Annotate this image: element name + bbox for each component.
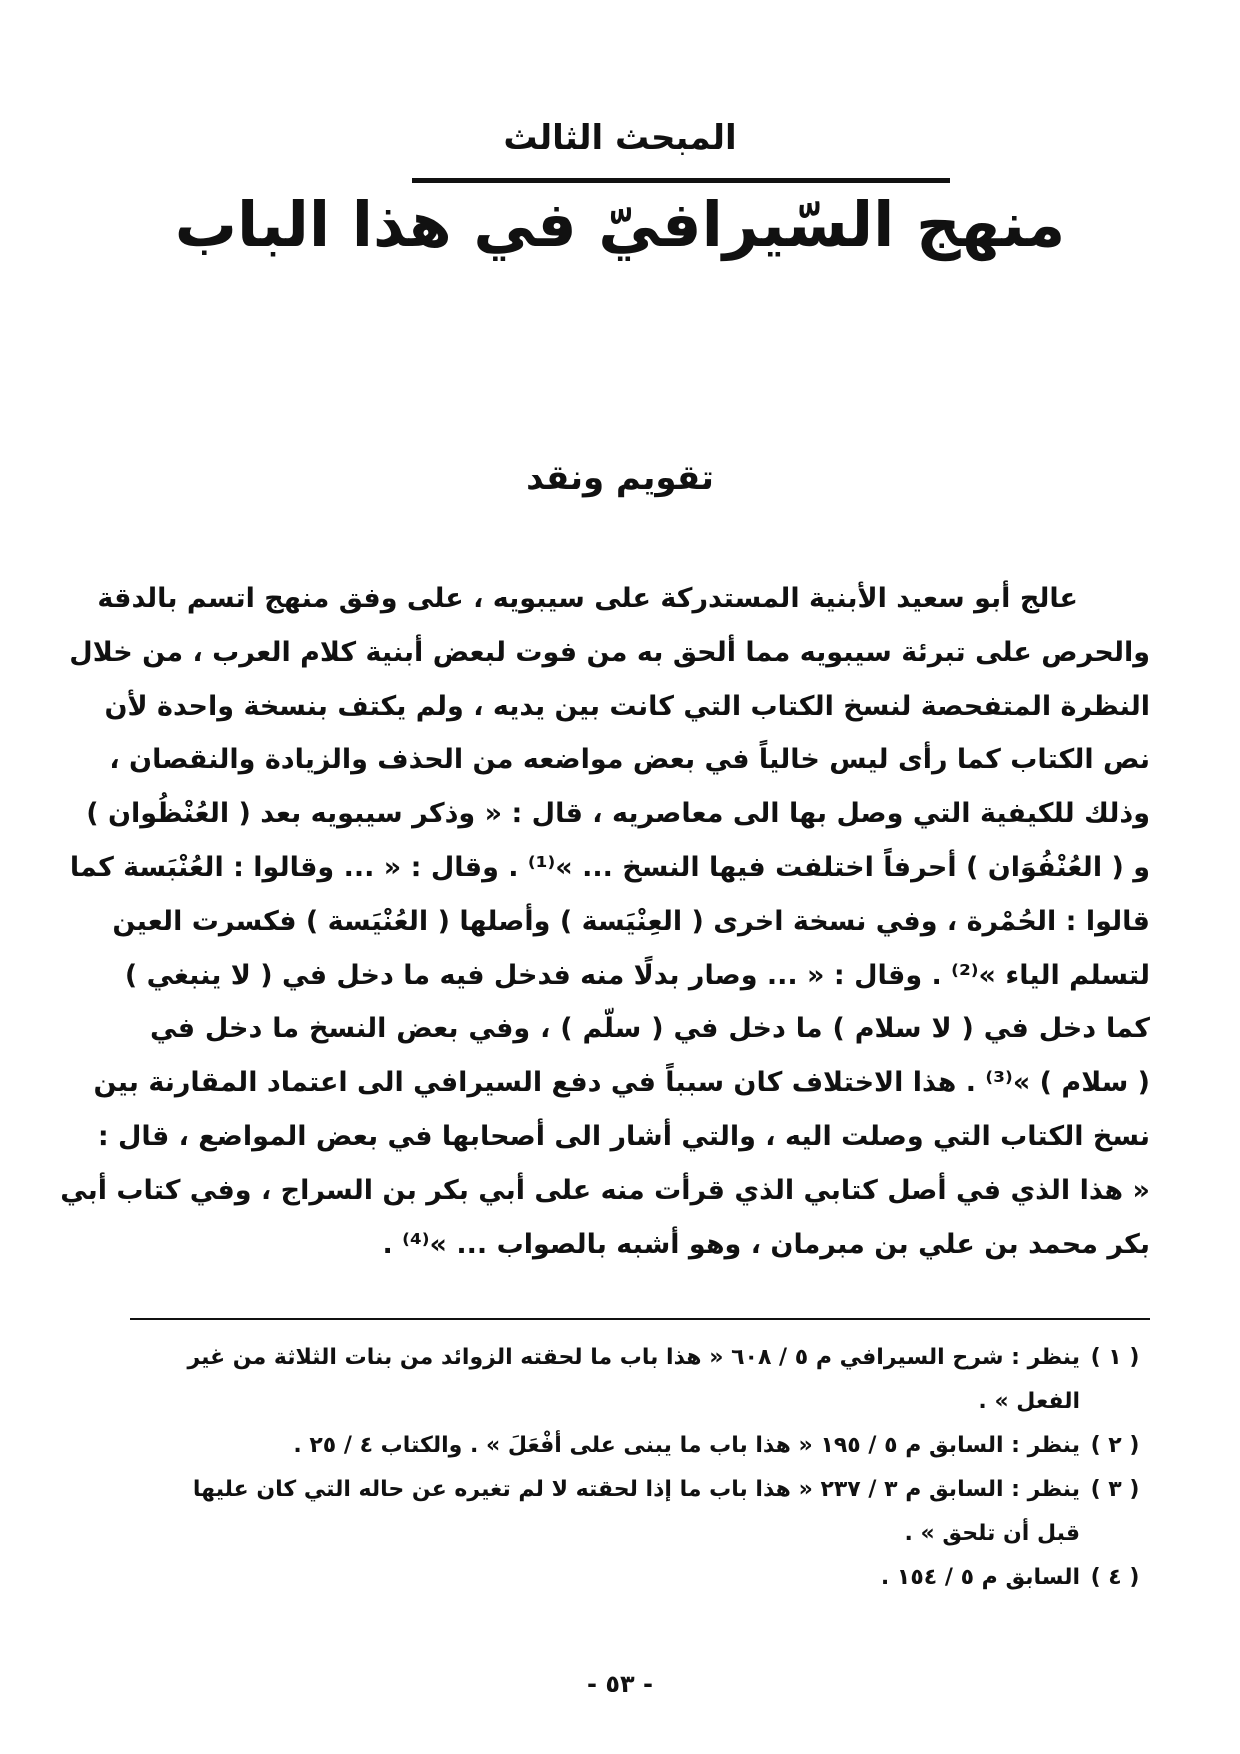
footnote-line: السابق م ٥ / ١٥٤ . <box>880 1565 1080 1590</box>
body-line: « هذا الذي في أصل كتابي الذي قرأت منه على أبي بكر بن السراج ، وفي كتاب أبي <box>60 1174 1150 1206</box>
footnote-text <box>130 1424 1080 1468</box>
body-line: وذلك للكيفية التي وصل بها الى معاصريه ، قال : « وذكر سيبويه بعد ( العُنْظُوان ) <box>86 798 1150 830</box>
footnote-item <box>130 1424 1150 1468</box>
body-line: النظرة المتفحصة لنسخ الكتاب التي كانت بين يديه ، ولم يكتف بنسخة واحدة لأن <box>104 690 1150 722</box>
body-line: لتسلم الياء »⁽²⁾ . وقال : « ... وصار بدلًا منه فدخل فيه ما دخل في ( لا ينبغي ) <box>124 959 1150 991</box>
footnote-line: قبل أن تلحق » . <box>904 1521 1080 1546</box>
footnote-item <box>130 1468 1150 1556</box>
chapter-title: منهج السّيرافيّ في هذا الباب <box>174 188 1066 261</box>
footnote-number: ( ٤ ) <box>1090 1565 1140 1590</box>
body-line: قالوا : الحُمْرة ، وفي نسخة اخرى ( العِنْيَسة ) وأصلها ( العُنْيَسة ) فكسرت العين <box>112 905 1150 937</box>
body-line: نص الكتاب كما رأى ليس خالياً في بعض مواضعه من الحذف والزيادة والنقصان ، <box>109 744 1150 776</box>
body-line: بكر محمد بن علي بن مبرمان ، وهو أشبه بالصواب ... »⁽⁴⁾ . <box>382 1228 1150 1260</box>
body-line: والحرص على تبرئة سيبويه مما ألحق به من فوت لبعض أبنية كلام العرب ، من خلال <box>69 636 1150 668</box>
footnote-text <box>130 1556 1080 1600</box>
body-line: عالج أبو سعيد الأبنية المستدركة على سيبويه ، على وفق منهج اتسم بالدقة <box>97 583 1078 614</box>
footnote-line: الفعل » . <box>978 1389 1080 1414</box>
footnote-item <box>130 1336 1150 1424</box>
footnote-line: ينظر : السابق م ٣ / ٢٣٧ « هذا باب ما إذا لحقته لا لم تغيره عن حاله التي كان عليها <box>192 1477 1080 1502</box>
footnote-number: ( ٢ ) <box>1090 1433 1140 1458</box>
footnote-separator <box>130 1318 1150 1320</box>
body-line: و ( العُنْفُوَان ) أحرفاً اختلفت فيها النسخ ... »⁽¹⁾ . وقال : « ... وقالوا : العُنْبَسة كما <box>69 851 1150 883</box>
footnote-number: ( ١ ) <box>1090 1345 1140 1370</box>
body-line: كما دخل في ( لا سلام ) ما دخل في ( سلّم ) ، وفي بعض النسخ ما دخل في <box>150 1013 1150 1045</box>
footnote-line: ينظر : السابق م ٥ / ١٩٥ « هذا باب ما يبنى على أفْعَلَ » . والكتاب ٤ / ٢٥ . <box>293 1433 1080 1458</box>
footnotes <box>130 1336 1150 1600</box>
body-line: ( سلام ) »⁽³⁾ . هذا الاختلاف كان سبباً في دفع السيرافي الى اعتماد المقارنة بين <box>93 1067 1150 1099</box>
footnote-text <box>130 1336 1080 1424</box>
body-line: نسخ الكتاب التي وصلت اليه ، والتي أشار الى أصحابها في بعض المواضع ، قال : <box>97 1120 1150 1152</box>
body-paragraph <box>60 572 1150 1271</box>
page-number: - ٥٣ - <box>587 1670 653 1698</box>
subheading: تقويم ونقد <box>526 458 714 498</box>
footnote-number: ( ٣ ) <box>1090 1477 1140 1502</box>
title-underline <box>412 178 950 183</box>
footnote-line: ينظر : شرح السيرافي م ٥ / ٦٠٨ « هذا باب ما لحقته الزوائد من بنات الثلاثة من غير <box>187 1345 1080 1370</box>
footnote-item <box>130 1556 1150 1600</box>
footnote-text <box>130 1468 1080 1556</box>
section-label: المبحث الثالث <box>503 118 737 158</box>
